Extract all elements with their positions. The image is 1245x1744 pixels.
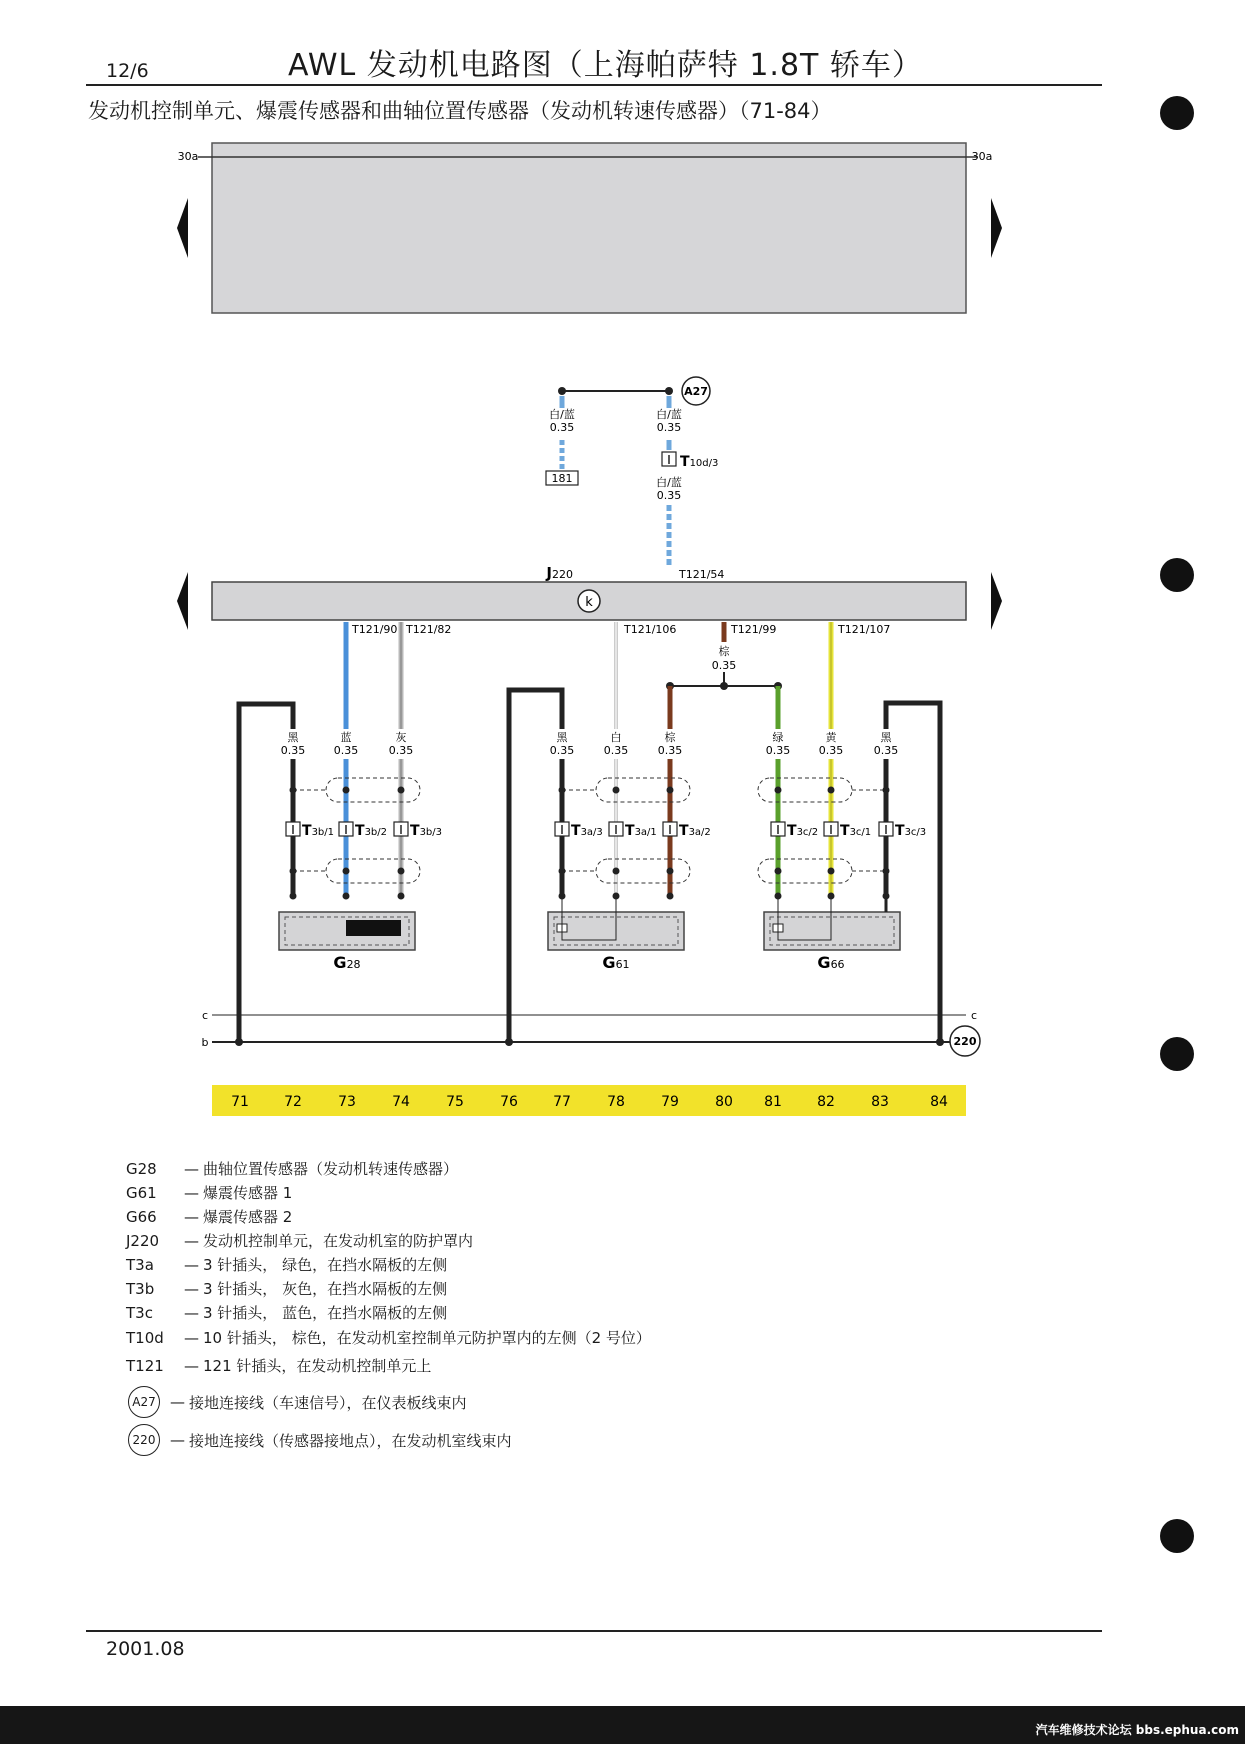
footer-rule xyxy=(86,1630,1102,1632)
bus-30a-right: 30a xyxy=(971,150,993,163)
wire-size-label: 0.35 xyxy=(549,744,575,757)
wire-size-label: 0.35 xyxy=(388,744,414,757)
wire-color-label: 白/蓝 xyxy=(656,476,682,489)
column-number: 76 xyxy=(500,1094,518,1110)
legend-code: G66 xyxy=(126,1208,157,1226)
legend-row: T10d — 10 针插头， 棕色，在发动机室控制单元防护罩内的左侧（2 号位） xyxy=(126,1329,651,1347)
pin-t121-106-label: T121/106 xyxy=(624,623,677,636)
wire-color-label: 黑 xyxy=(556,731,568,744)
legend-row: T3c — 3 针插头， 蓝色，在挡水隔板的左侧 xyxy=(126,1304,448,1322)
wire-size-label: 0.35 xyxy=(765,744,791,757)
wire-size-label: 0.35 xyxy=(603,744,629,757)
shield-loop xyxy=(758,859,852,883)
legend-code: G61 xyxy=(126,1184,157,1202)
legend-row: J220 — 发动机控制单元，在发动机室的防护罩内 xyxy=(126,1232,474,1250)
connector-label: T3a/3 xyxy=(571,823,603,839)
column-number: 74 xyxy=(392,1094,410,1110)
pin-t121-54-label: T121/54 xyxy=(679,568,725,581)
shield-point xyxy=(828,787,835,794)
shield-loop xyxy=(596,778,690,802)
component-label: G28 xyxy=(333,953,361,972)
legend-row: A27 — 接地连接线（车速信号），在仪表板线束内 xyxy=(128,1386,467,1418)
shield-loop xyxy=(758,778,852,802)
legend-text: 爆震传感器 2 xyxy=(203,1208,293,1226)
shield-point xyxy=(343,868,350,875)
column-number: 72 xyxy=(284,1094,302,1110)
shield-point xyxy=(290,868,297,875)
column-number: 83 xyxy=(871,1094,889,1110)
connector-t10d-label: T10d/3 xyxy=(680,454,719,470)
shield-point xyxy=(667,868,674,875)
continue-right-arrow-icon[interactable] xyxy=(991,572,1002,630)
shield-point xyxy=(667,787,674,794)
connector-label: T3a/2 xyxy=(679,823,711,839)
wire-color-label: 黑 xyxy=(287,731,299,744)
pin-t121-82-label: T121/82 xyxy=(406,623,452,636)
sensor-pin-point xyxy=(398,893,405,900)
wire-color-label: 蓝 xyxy=(340,731,352,744)
watermark-text: 汽车维修技术论坛 bbs.ephua.com xyxy=(1035,1723,1239,1737)
shield-point xyxy=(398,787,405,794)
sensor-pin-point xyxy=(290,893,297,900)
sensor-pin-point xyxy=(667,893,674,900)
shield-point xyxy=(613,868,620,875)
power-bus-panel xyxy=(212,143,966,313)
wire-size-label: 0.35 xyxy=(657,744,683,757)
legend-row: 220 — 接地连接线（传感器接地点），在发动机室线束内 xyxy=(128,1424,512,1456)
shield-point xyxy=(559,787,566,794)
legend-text: 121 针插头，在发动机控制单元上 xyxy=(203,1357,432,1375)
sensor-pin-point xyxy=(343,893,350,900)
splice-point xyxy=(558,387,566,395)
column-number: 84 xyxy=(930,1094,948,1110)
shield-point xyxy=(559,868,566,875)
wire-color-label: 白 xyxy=(610,731,622,744)
ecu-j220-label: J220 xyxy=(546,564,573,582)
component-label: G66 xyxy=(817,953,845,972)
component-labels xyxy=(333,953,844,972)
column-number: 82 xyxy=(817,1094,835,1110)
wire-size-label: 0.35 xyxy=(818,744,844,757)
splice-point xyxy=(665,387,673,395)
rail-b-label-left: b xyxy=(201,1036,209,1049)
sensor-g66-body[interactable] xyxy=(764,912,900,950)
legend-row: T3a — 3 针插头， 绿色，在挡水隔板的左侧 xyxy=(126,1256,448,1274)
connector-label: T3b/2 xyxy=(355,823,388,839)
column-number: 77 xyxy=(553,1094,571,1110)
shield-point xyxy=(775,868,782,875)
wire-size-label: 0.35 xyxy=(656,489,682,502)
shield-loop xyxy=(596,859,690,883)
connector-label: T3b/1 xyxy=(302,823,335,839)
column-number: 79 xyxy=(661,1094,679,1110)
legend-code: T10d xyxy=(126,1329,164,1347)
pin-t121-107-label: T121/107 xyxy=(838,623,891,636)
wire-color-label: 棕 xyxy=(718,645,730,658)
legend-text: 爆震传感器 1 xyxy=(203,1184,293,1202)
shield-point xyxy=(613,787,620,794)
column-number-bar xyxy=(212,1085,966,1116)
column-number: 78 xyxy=(607,1094,625,1110)
legend-code: T3a xyxy=(126,1256,154,1274)
column-number: 71 xyxy=(231,1094,249,1110)
connector-label: T3c/1 xyxy=(840,823,872,839)
wire-size-label: 0.35 xyxy=(711,659,737,672)
wire-color-label: 灰 xyxy=(395,731,407,744)
shield-point xyxy=(398,868,405,875)
legend-text: 发动机控制单元，在发动机室的防护罩内 xyxy=(203,1232,474,1250)
legend-text: 曲轴位置传感器（发动机转速传感器） xyxy=(203,1160,459,1178)
shield-point xyxy=(883,787,890,794)
column-number: 81 xyxy=(764,1094,782,1110)
column-number: 75 xyxy=(446,1094,464,1110)
bus-30a-left: 30a xyxy=(177,150,199,163)
legend-text: 10 针插头， 棕色，在发动机室控制单元防护罩内的左侧（2 号位） xyxy=(203,1329,651,1347)
legend-code: T3c xyxy=(126,1304,153,1322)
legend-text: 接地连接线（传感器接地点），在发动机室线束内 xyxy=(189,1431,512,1450)
legend-row: G66 — 爆震传感器 2 xyxy=(126,1208,293,1226)
wire-size-label: 0.35 xyxy=(333,744,359,757)
wire-size-label: 0.35 xyxy=(873,744,899,757)
wire-color-label: 绿 xyxy=(772,731,784,744)
legend-code: J220 xyxy=(126,1232,160,1250)
wire-labels xyxy=(280,729,899,759)
shield-point xyxy=(775,787,782,794)
rail-c-label-left: c xyxy=(201,1009,209,1022)
splice-point xyxy=(720,682,728,690)
connector-label: T3a/1 xyxy=(625,823,657,839)
legend-row: T3b — 3 针插头， 灰色，在挡水隔板的左侧 xyxy=(126,1280,448,1298)
shield-loop xyxy=(326,859,420,883)
wire-size-label: 0.35 xyxy=(280,744,306,757)
ground-a27-label: A27 xyxy=(684,385,708,398)
legend-code: G28 xyxy=(126,1160,157,1178)
shield-point xyxy=(343,787,350,794)
legend-text: 3 针插头， 灰色，在挡水隔板的左侧 xyxy=(203,1280,448,1298)
wire-color-label: 黄 xyxy=(825,731,837,744)
legend-code: T121 xyxy=(126,1357,164,1375)
column-number: 80 xyxy=(715,1094,733,1110)
shield-loop xyxy=(326,778,420,802)
shield-point xyxy=(290,787,297,794)
shield-point xyxy=(883,868,890,875)
binder-hole xyxy=(1160,1519,1194,1553)
rail-c-label-right: c xyxy=(970,1009,978,1022)
wire-color-label: 棕 xyxy=(664,731,676,744)
ground-220-label: 220 xyxy=(953,1035,977,1048)
pin-t121-90-label: T121/90 xyxy=(352,623,398,636)
component-label: G61 xyxy=(602,953,630,972)
connector-label: T3c/3 xyxy=(895,823,927,839)
legend-row: T121 — 121 针插头，在发动机控制单元上 xyxy=(126,1357,432,1375)
pin-t121-99-label: T121/99 xyxy=(731,623,777,636)
legend-text: 3 针插头， 蓝色，在挡水隔板的左侧 xyxy=(203,1304,448,1322)
column-number: 73 xyxy=(338,1094,356,1110)
shield-point xyxy=(828,868,835,875)
legend-text: 接地连接线（车速信号），在仪表板线束内 xyxy=(189,1393,467,1412)
ecu-k-symbol: k xyxy=(585,595,593,610)
continue-left-arrow-icon[interactable] xyxy=(177,572,188,630)
footer-date: 2001.08 xyxy=(106,1638,185,1660)
page-number: 12/6 xyxy=(106,60,149,82)
legend-ground-icon: A27 xyxy=(128,1386,160,1418)
wire-color-label: 白/蓝 xyxy=(656,408,682,421)
sensor-g28-magnet xyxy=(346,920,401,936)
ref-181-label: 181 xyxy=(551,472,573,485)
legend-code: T3b xyxy=(126,1280,155,1298)
wire-size-label: 0.35 xyxy=(656,421,682,434)
wire-size-label: 0.35 xyxy=(549,421,575,434)
legend-row: G61 — 爆震传感器 1 xyxy=(126,1184,293,1202)
legend-text: 3 针插头， 绿色，在挡水隔板的左侧 xyxy=(203,1256,448,1274)
wire-color-label: 白/蓝 xyxy=(549,408,575,421)
continue-right-arrow-icon[interactable] xyxy=(991,198,1002,258)
legend-ground-icon: 220 xyxy=(128,1424,160,1456)
page-subtitle: 发动机控制单元、爆震传感器和曲轴位置传感器（发动机转速传感器）（71-84） xyxy=(88,99,832,123)
page-title: AWL 发动机电路图（上海帕萨特 1.8T 轿车） xyxy=(288,48,923,83)
connector-label: T3b/3 xyxy=(410,823,443,839)
connector-label: T3c/2 xyxy=(787,823,819,839)
continue-left-arrow-icon[interactable] xyxy=(177,198,188,258)
legend-row: G28 — 曲轴位置传感器（发动机转速传感器） xyxy=(126,1160,459,1178)
wire-color-label: 黑 xyxy=(880,731,892,744)
